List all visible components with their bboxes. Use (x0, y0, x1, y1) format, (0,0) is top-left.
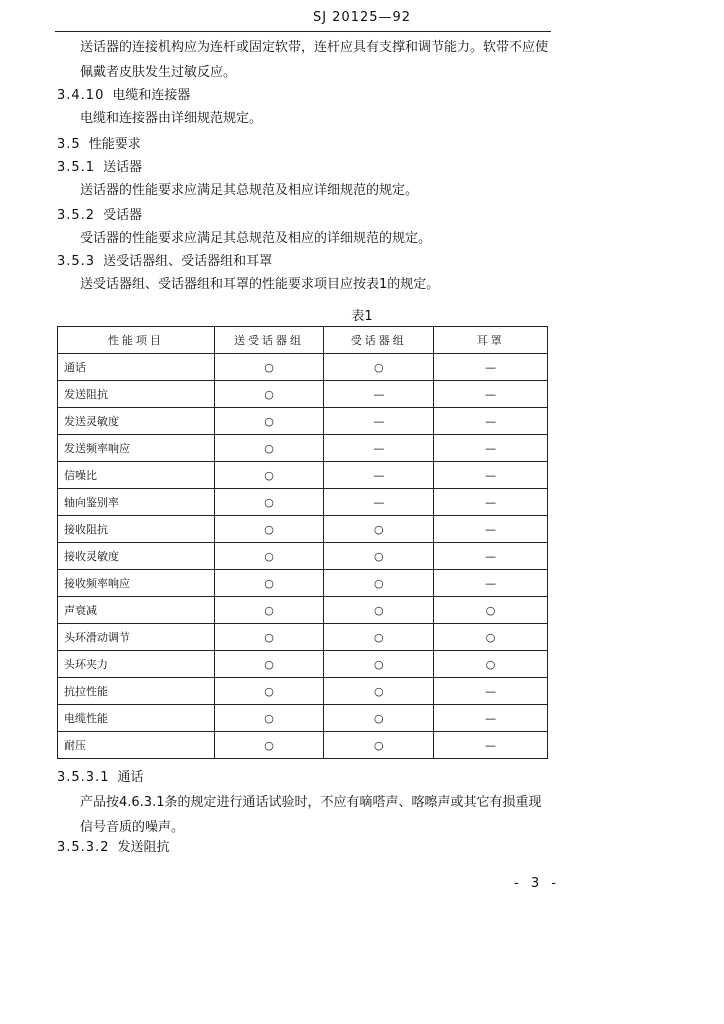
row-mark-cell: ○ (214, 732, 324, 759)
row-mark-cell: ○ (214, 651, 324, 678)
row-mark-cell: ○ (324, 651, 434, 678)
paragraph-groups: 送受话器组、受话器组和耳罩的性能要求项目应按表1的规定。 (80, 277, 440, 292)
header-item: 性能项目 (58, 327, 215, 354)
row-item-label: 接收灵敏度 (58, 543, 215, 570)
row-mark-cell: ○ (214, 570, 324, 597)
row-mark-cell: — (434, 489, 548, 516)
section-number: 3.5.3.2 (57, 840, 110, 855)
heading-3-5-3-2 (57, 838, 170, 858)
row-item-label: 通话 (58, 354, 215, 381)
row-mark-cell: — (434, 354, 548, 381)
row-item-label: 抗拉性能 (58, 678, 215, 705)
row-item-label: 接收频率响应 (58, 570, 215, 597)
row-mark-cell: ○ (214, 489, 324, 516)
header-receiver-group: 受话器组 (324, 327, 434, 354)
row-mark-cell: ○ (434, 651, 548, 678)
heading-3-5-2 (57, 206, 142, 226)
row-mark-cell: ○ (214, 381, 324, 408)
row-mark-cell: ○ (214, 624, 324, 651)
row-mark-cell: — (434, 570, 548, 597)
heading-3-4-10 (57, 86, 190, 106)
section-title: 电缆和连接器 (112, 88, 191, 103)
row-mark-cell: ○ (214, 354, 324, 381)
row-mark-cell: ○ (214, 543, 324, 570)
row-item-label: 发送灵敏度 (58, 408, 215, 435)
row-mark-cell: ○ (434, 597, 548, 624)
row-mark-cell: — (434, 516, 548, 543)
row-mark-cell: — (434, 705, 548, 732)
section-number: 3.5.2 (57, 208, 96, 223)
row-item-label: 轴向鉴别率 (58, 489, 215, 516)
row-item-label: 头环夹力 (58, 651, 215, 678)
row-mark-cell: ○ (214, 705, 324, 732)
row-mark-cell: ○ (324, 543, 434, 570)
table-header-row (58, 327, 548, 354)
table-row (58, 516, 548, 543)
row-item-label: 信噪比 (58, 462, 215, 489)
table-row (58, 732, 548, 759)
table-row (58, 705, 548, 732)
row-mark-cell: ○ (214, 435, 324, 462)
section-number: 3.5.3.1 (57, 770, 110, 785)
row-mark-cell: — (434, 381, 548, 408)
row-mark-cell: ○ (214, 516, 324, 543)
header-earmuff: 耳罩 (434, 327, 548, 354)
row-mark-cell: — (434, 732, 548, 759)
table-caption: 表1 (351, 309, 373, 324)
table-row (58, 570, 548, 597)
table-row (58, 624, 548, 651)
paragraph-cable: 电缆和连接器由详细规范规定。 (80, 111, 263, 126)
header-rule (55, 31, 551, 32)
section-title: 发送阻抗 (117, 840, 170, 855)
paragraph-talk: 产品按4.6.3.1条的规定进行通话试验时，不应有嘀嗒声、喀嚓声或其它有损重现信号音质的噪声。 (80, 795, 542, 835)
section-title: 送受话器组、受话器组和耳罩 (103, 254, 273, 269)
paragraph-connector: 送话器的连接机构应为连杆或固定软带，连杆应具有支撑和调节能力。软带不应使佩戴者皮肤发生过敏反应。 (80, 40, 549, 80)
table-row (58, 462, 548, 489)
paragraph-receiver: 受话器的性能要求应满足其总规范及相应的详细规范的规定。 (80, 231, 432, 246)
performance-table (57, 326, 548, 759)
row-mark-cell: — (324, 435, 434, 462)
table-row (58, 543, 548, 570)
page-number: - 3 - (514, 876, 560, 891)
row-mark-cell: — (434, 408, 548, 435)
table-row (58, 597, 548, 624)
heading-3-5-1 (57, 158, 142, 178)
row-mark-cell: ○ (324, 705, 434, 732)
row-mark-cell: ○ (324, 678, 434, 705)
row-item-label: 声衰减 (58, 597, 215, 624)
heading-3-5 (57, 135, 141, 155)
section-title: 通话 (117, 770, 144, 785)
row-mark-cell: ○ (214, 462, 324, 489)
header-transceiver-group: 送受话器组 (214, 327, 324, 354)
section-number: 3.4.10 (57, 88, 105, 103)
row-mark-cell: ○ (434, 624, 548, 651)
row-item-label: 发送阻抗 (58, 381, 215, 408)
row-mark-cell: — (324, 381, 434, 408)
heading-3-5-3-1 (57, 768, 144, 788)
row-mark-cell: ○ (214, 678, 324, 705)
section-number: 3.5.3 (57, 254, 96, 269)
paragraph-transmitter: 送话器的性能要求应满足其总规范及相应详细规范的规定。 (80, 183, 419, 198)
table-row (58, 489, 548, 516)
heading-3-5-3 (57, 252, 272, 272)
standard-code-header: SJ 20125—92 (312, 10, 412, 25)
section-title: 受话器 (103, 208, 143, 223)
row-mark-cell: ○ (324, 732, 434, 759)
row-mark-cell: — (434, 462, 548, 489)
row-mark-cell: ○ (324, 570, 434, 597)
row-mark-cell: — (434, 678, 548, 705)
table-row (58, 354, 548, 381)
row-mark-cell: ○ (324, 516, 434, 543)
row-mark-cell: — (324, 489, 434, 516)
row-mark-cell: ○ (324, 354, 434, 381)
row-item-label: 头环滑动调节 (58, 624, 215, 651)
row-mark-cell: ○ (214, 597, 324, 624)
row-mark-cell: — (434, 543, 548, 570)
section-number: 3.5.1 (57, 160, 96, 175)
row-item-label: 电缆性能 (58, 705, 215, 732)
section-title: 送话器 (103, 160, 143, 175)
table-row (58, 678, 548, 705)
table-row (58, 435, 548, 462)
row-mark-cell: ○ (324, 624, 434, 651)
table-row (58, 408, 548, 435)
table-row (58, 381, 548, 408)
row-mark-cell: ○ (214, 408, 324, 435)
row-mark-cell: ○ (324, 597, 434, 624)
row-item-label: 接收阻抗 (58, 516, 215, 543)
row-item-label: 耐压 (58, 732, 215, 759)
section-number: 3.5 (57, 137, 81, 152)
row-item-label: 发送频率响应 (58, 435, 215, 462)
row-mark-cell: — (434, 435, 548, 462)
row-mark-cell: — (324, 408, 434, 435)
row-mark-cell: — (324, 462, 434, 489)
section-title: 性能要求 (88, 137, 141, 152)
table-row (58, 651, 548, 678)
